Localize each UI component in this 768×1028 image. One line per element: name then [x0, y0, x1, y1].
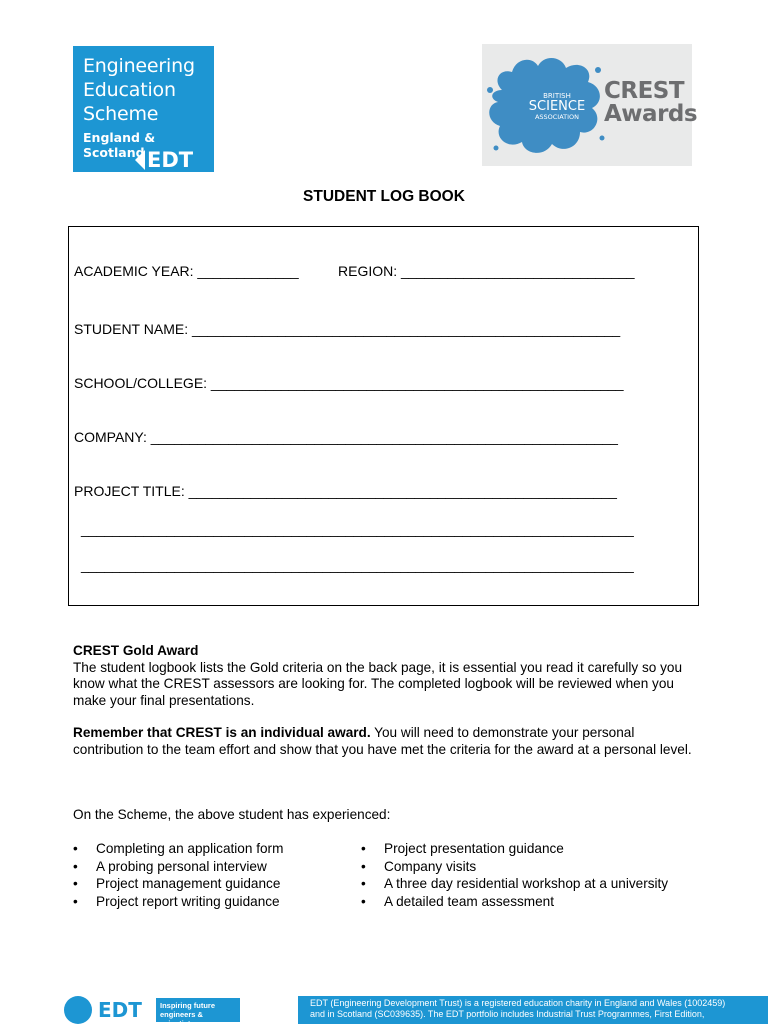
crest-line1: CREST	[604, 78, 685, 104]
bsa-line2: SCIENCE	[528, 99, 586, 114]
list-item: • Completing an application form	[73, 840, 283, 858]
edt-arrow-icon	[135, 150, 145, 170]
experienced-intro: On the Scheme, the above student has experienced:	[73, 807, 391, 822]
ees-logo-text	[83, 54, 195, 126]
experience-list-left	[73, 840, 283, 910]
gold-award-heading: CREST Gold Award	[73, 643, 199, 658]
region-field[interactable]: REGION: ______________________________	[338, 263, 635, 279]
student-details-form	[68, 226, 699, 606]
footer-text-line1: EDT (Engineering Development Trust) is a registered education charity in England and Wales (1002459)	[310, 998, 726, 1008]
list-item: • A detailed team assessment	[361, 893, 668, 911]
edt-footer-word: EDT	[98, 998, 142, 1022]
ees-logo-line2: Education	[83, 79, 176, 101]
experience-list-right	[361, 840, 668, 910]
tagline-line2: engineers & scientists	[160, 1010, 203, 1028]
school-college-field[interactable]: SCHOOL/COLLEGE: _____________________________________________________	[74, 375, 624, 391]
project-title-line-2[interactable]: _______________________________________________________________________	[81, 521, 634, 537]
tagline-line1: Inspiring future	[160, 1001, 215, 1010]
list-item: • Project report writing guidance	[73, 893, 283, 911]
edt-footer-logo	[64, 996, 240, 1028]
bsa-line3: ASSOCIATION	[534, 113, 580, 121]
company-field[interactable]: COMPANY: ____________________________________________________________	[74, 429, 618, 445]
ees-logo-edt: EDT	[147, 148, 194, 172]
remember-section	[73, 725, 703, 758]
list-item: • Company visits	[361, 858, 668, 876]
gold-award-body: The student logbook lists the Gold criteria on the back page, it is essential you read it carefully so you know what the CREST assessors are looking for. The completed logbook will be reviewed when you make your final presentations.	[73, 659, 683, 708]
list-item: • A three day residential workshop at a university	[361, 875, 668, 893]
globe-icon	[64, 996, 92, 1024]
remember-body: You will need to demonstrate your personal contribution to the team effort and show that you have met the criteria for the award at a personal level.	[73, 725, 692, 757]
project-title-line-3[interactable]: _______________________________________________________________________	[81, 557, 634, 573]
gold-award-section	[73, 643, 703, 709]
ees-logo-line1: Engineering	[83, 55, 195, 77]
list-item: • A probing personal interview	[73, 858, 283, 876]
footer-text-line2: and in Scotland (SC039635). The EDT portfolio includes Industrial Trust Programmes, First Edition,	[310, 1009, 705, 1019]
engineering-education-scheme-logo	[73, 46, 214, 172]
crest-awards-text	[604, 80, 697, 126]
list-item: • Project management guidance	[73, 875, 283, 893]
ees-logo-line3: Scheme	[83, 103, 159, 125]
footer-charity-text	[298, 996, 768, 1024]
project-title-field[interactable]: PROJECT TITLE: _______________________________________________________	[74, 483, 617, 499]
academic-year-field[interactable]: ACADEMIC YEAR: _____________	[74, 263, 299, 279]
remember-bold: Remember that CREST is an individual award.	[73, 725, 371, 740]
crest-awards-logo	[482, 44, 698, 166]
bsa-text	[512, 92, 602, 121]
list-item: • Project presentation guidance	[361, 840, 668, 858]
ees-logo-region: England & Scotland	[83, 130, 156, 160]
crest-line2: Awards	[604, 101, 698, 127]
edt-tagline	[156, 998, 240, 1028]
student-name-field[interactable]: STUDENT NAME: _______________________________________________________	[74, 321, 621, 337]
bsa-line1: BRITISH	[543, 92, 571, 100]
page-title: STUDENT LOG BOOK	[303, 188, 465, 205]
